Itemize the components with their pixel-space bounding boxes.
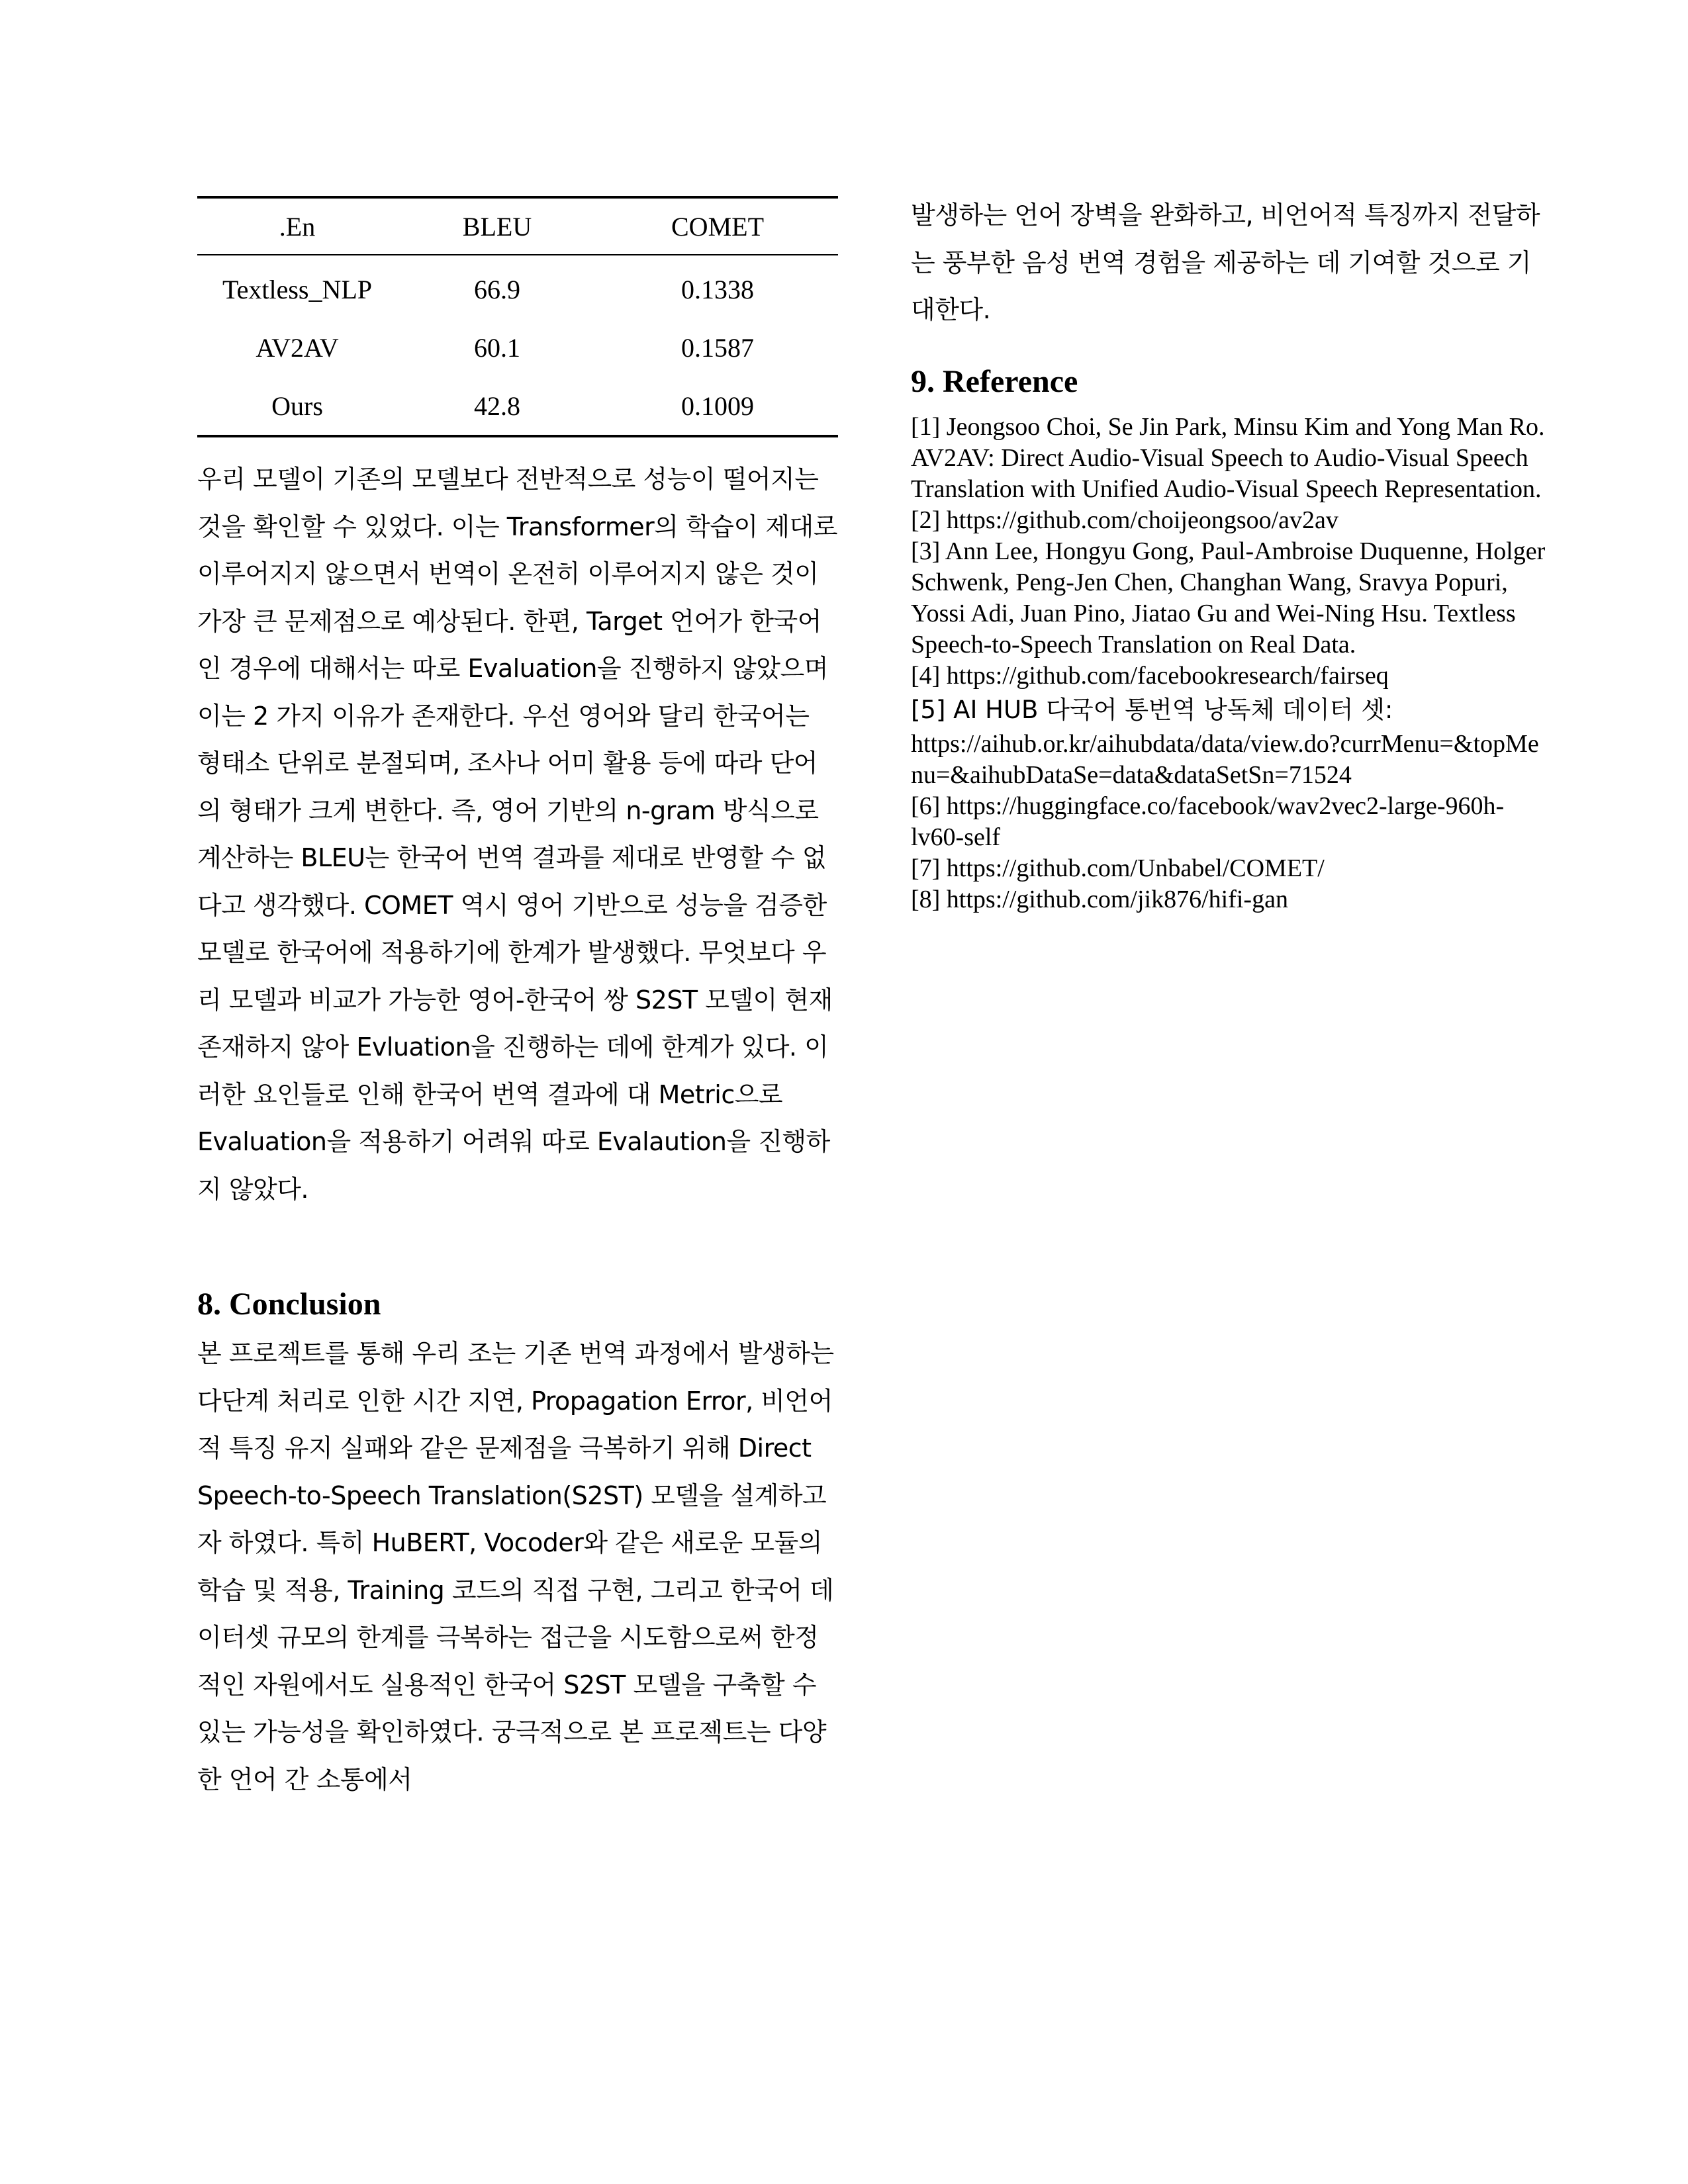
table-header-cell: COMET (671, 211, 764, 242)
reference-heading: 9. Reference (911, 363, 1078, 399)
table-cell-model: Textless_NLP (222, 274, 373, 304)
reference-item: [3] Ann Lee, Hongyu Gong, Paul-Ambroise Duquenne, Holger Schwenk, Peng-Jen Chen, Changhan Wang, Sravya Popuri, Yossi Adi, Juan Pino, Jiatao Gu and Wei-Ning Hsu. Textless Speech-to-Speech Translation on Real Data. (911, 537, 1546, 659)
table-cell-model: Ours (271, 390, 323, 421)
reference-list (911, 412, 1546, 915)
table-cell-bleu: 66.9 (474, 274, 520, 304)
table-cell-model: AV2AV (256, 332, 339, 363)
conclusion-paragraph (197, 1330, 838, 1803)
table-header-cell: BLEU (462, 211, 532, 242)
reference-item: [1] Jeongsoo Choi, Se Jin Park, Minsu Kim and Yong Man Ro. AV2AV: Direct Audio-Visual Speech to Audio-Visual Speech Translation with Unified Audio-Visual Speech Representation. (911, 412, 1545, 503)
table-header-row (197, 197, 838, 255)
conclusion-heading: 8. Conclusion (197, 1287, 381, 1322)
table-header-cell: .En (279, 211, 316, 242)
evaluation-paragraph-text: 우리 모델이 기존의 모델보다 전반적으로 성능이 떨어지는 것을 확인할 수 있었다. 이는 Transformer의 학습이 제대로 이루어지지 않으면서 번역이 온전히 이루어지지 않은 것이 가장 큰 문제점으로 예상된다. 한편, Target 언어가 한국어인 경우에 대해서는 따로 Evaluation을 진행하지 않았으며 이는 2 가지 이유가 존재한다. 우선 영어와 달리 한국어는 형태소 단위로 분절되며, 조사나 어미 활용 등에 따라 단어의 형태가 크게 변한다. 즉, 영어 기반의 n-gram 방식으로 계산하는 BLEU는 한국어 번역 결과를 제대로 반영할 수 없다고 생각했다. COMET 역시 영어 기반으로 성능을 검증한 모델로 한국어에 적용하기에 한계가 발생했다. 무엇보다 우리 모델과 비교가 가능한 영어-한국어 쌍 S2ST 모델이 현재 존재하지 않아 Evluation을 진행하는 데에 한계가 있다. 이러한 요인들로 인해 한국어 번역 결과에 대 Metric으로 Evaluation을 적용하기 어려워 따로 Evalaution을 진행하지 않았다. (197, 465, 837, 1204)
table-row (197, 377, 838, 436)
table-cell-bleu: 60.1 (474, 332, 520, 363)
table-cell-comet: 0.1587 (681, 332, 754, 363)
reference-link[interactable]: [6] https://huggingface.co/facebook/wav2vec2-large-960h-lv60-self (911, 792, 1505, 851)
conclusion-continuation (911, 192, 1546, 334)
left-column (197, 196, 838, 1803)
reference-link[interactable]: [2] https://github.com/choijeongsoo/av2av (911, 506, 1338, 534)
table-cell-comet: 0.1338 (681, 274, 754, 304)
reference-link[interactable]: [4] https://github.com/facebookresearch/fairseq (911, 661, 1389, 690)
table-row (197, 318, 838, 377)
conclusion-continuation-text: 발생하는 언어 장벽을 완화하고, 비언어적 특징까지 전달하는 풍부한 음성 번역 경험을 제공하는 데 기여할 것으로 기대한다. (911, 201, 1540, 324)
table-row (197, 255, 838, 318)
table-cell-comet: 0.1009 (681, 390, 754, 421)
reference-item (911, 692, 1546, 729)
results-table (197, 196, 838, 437)
table-cell-bleu: 42.8 (474, 390, 520, 421)
right-column (911, 196, 1546, 915)
reference-item-text: [5] AI HUB 다국어 통번역 낭독체 데이터 셋: (911, 695, 1393, 724)
reference-link[interactable]: https://aihub.or.kr/aihubdata/data/view.do?currMenu=&topMenu=&aihubDataSe=data&dataSetSn=71524 (911, 729, 1539, 789)
evaluation-paragraph (197, 456, 838, 1213)
reference-link[interactable]: [8] https://github.com/jik876/hifi-gan (911, 885, 1288, 913)
conclusion-paragraph-text: 본 프로젝트를 통해 우리 조는 기존 번역 과정에서 발생하는 다단계 처리로 인한 시간 지연, Propagation Error, 비언어적 특징 유지 실패와 같은 문제점을 극복하기 위해 Direct Speech-to-Speech Translation(S2ST) 모델을 설계하고자 하였다. 특히 HuBERT, Vocoder와 같은 새로운 모듈의 학습 및 적용, Training 코드의 직접 구현, 그리고 한국어 데이터셋 규모의 한계를 극복하는 접근을 시도함으로써 한정적인 자원에서도 실용적인 한국어 S2ST 모델을 구축할 수 있는 가능성을 확인하였다. 궁극적으로 본 프로젝트는 다양한 언어 간 소통에서 (197, 1339, 834, 1794)
reference-link[interactable]: [7] https://github.com/Unbabel/COMET/ (911, 854, 1325, 882)
